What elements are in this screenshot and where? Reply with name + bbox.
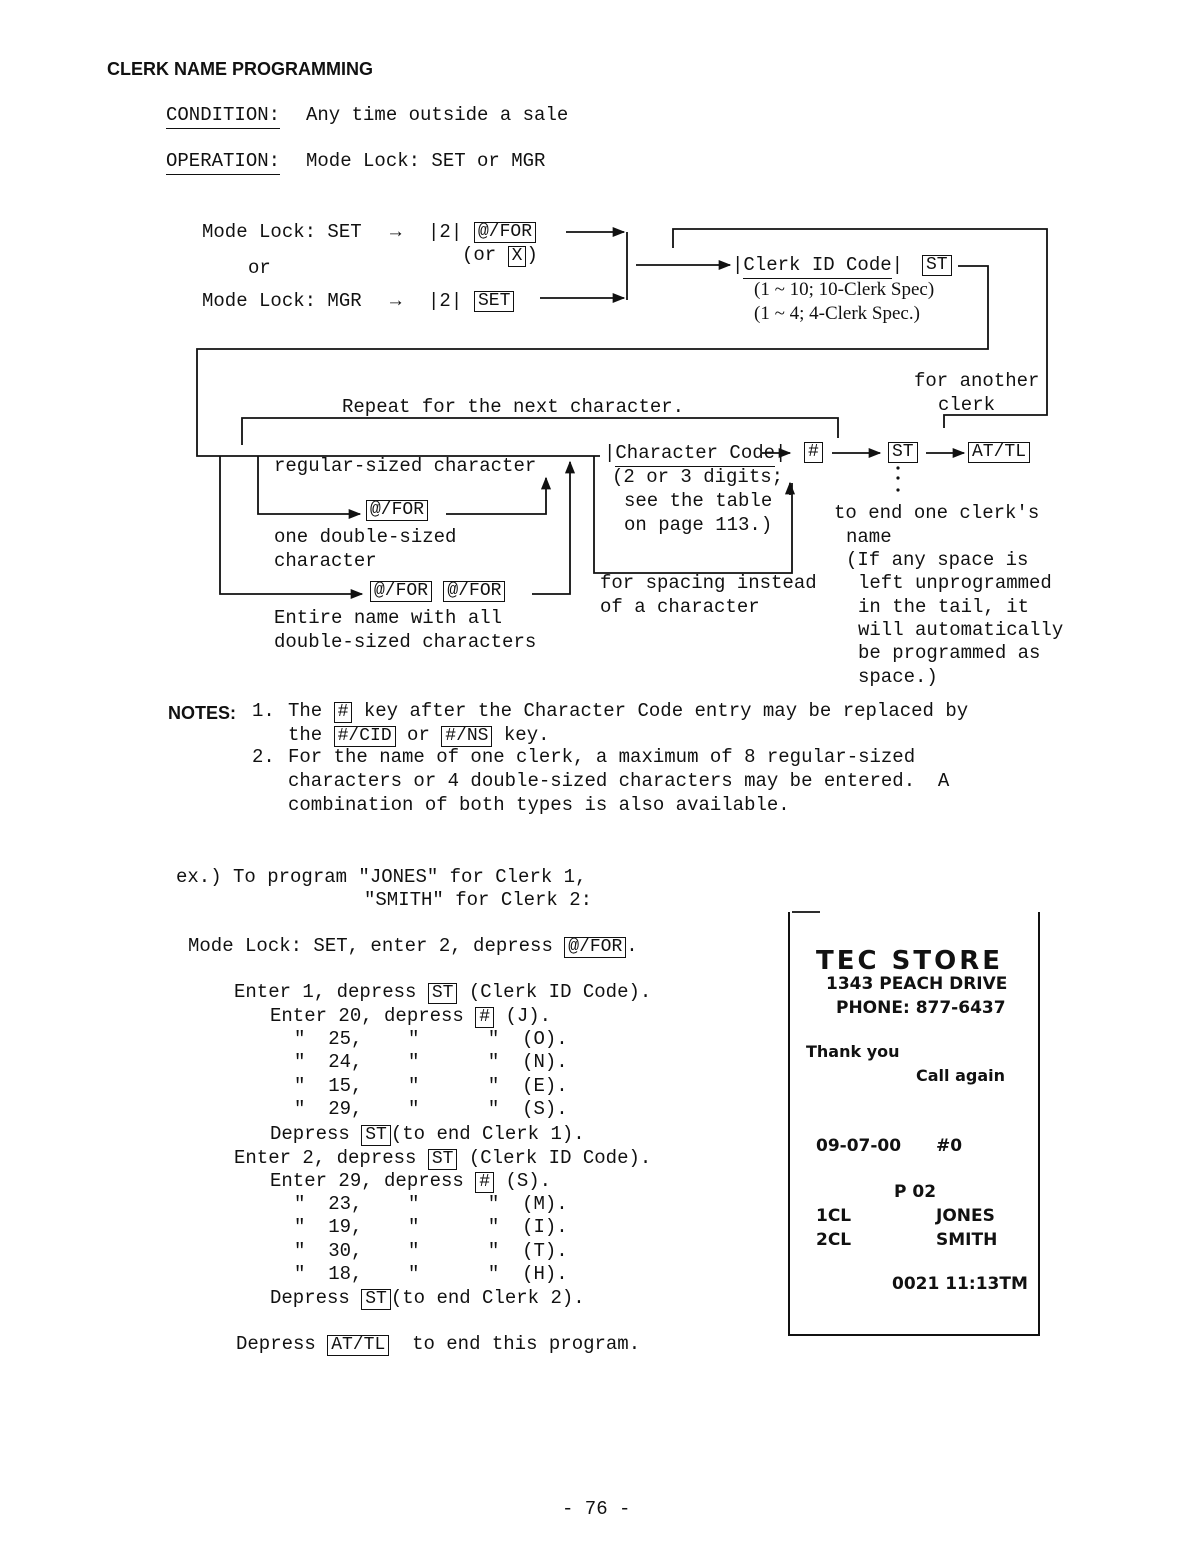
digit-two: |2| [428, 290, 463, 312]
note-2-line-3: combination of both types is also available. [288, 794, 790, 816]
regular-sized-label: regular-sized character [274, 455, 537, 477]
receipt-row1-name: JONES [936, 1206, 995, 1226]
clerk-id-code: |Clerk ID Code| [732, 256, 903, 275]
end-note-2: name [846, 526, 892, 548]
end-note-7: be programmed as [858, 642, 1041, 664]
notes-label: NOTES: [168, 703, 237, 723]
arrow-icon: → [390, 290, 402, 312]
hash-key: # [804, 442, 823, 463]
clerk1-end: Depress ST (to end Clerk 1). [270, 1123, 585, 1145]
condition-text: Any time outside a sale [306, 104, 569, 126]
at-tl-key: AT/TL [968, 442, 1030, 463]
st-key: ST [922, 255, 952, 276]
receipt-p: P 02 [894, 1182, 937, 1202]
note-1-line-2: the #/CID or #/NS key. [288, 724, 550, 746]
or-text: or [248, 257, 271, 279]
clerk1-row: Enter 20, depress # (J). [270, 1005, 552, 1027]
final-step: Depress AT/TL to end this program. [236, 1333, 641, 1355]
end-note-6: will automatically [858, 619, 1064, 641]
clerk1-row: " 25, " " (O). [294, 1028, 568, 1050]
clerk2-row: " 18, " " (H). [294, 1263, 568, 1285]
range-4-clerk: (1 ~ 4; 4-Clerk Spec.) [754, 303, 920, 324]
or-x-note: (or X ) [462, 244, 538, 266]
mode-lock-set: Mode Lock: SET [202, 221, 362, 243]
clerk2-row: Enter 29, depress # (S). [270, 1170, 552, 1192]
example-step-0: Mode Lock: SET, enter 2, depress @/FOR . [188, 935, 638, 957]
receipt-row2-id: 2CL [816, 1230, 852, 1250]
end-note-4: left unprogrammed [858, 572, 1052, 594]
set-key: SET [474, 291, 514, 312]
receipt-address: 1343 PEACH DRIVE [826, 974, 1008, 994]
digits-note-3: on page 113.) [624, 514, 773, 536]
operation-label: OPERATION: [166, 152, 280, 171]
example-intro: ex.) To program "JONES" for Clerk 1, [176, 866, 587, 888]
mode-lock-mgr: Mode Lock: MGR [202, 290, 362, 312]
receipt-footer: 0021 11:13TM [892, 1274, 1028, 1294]
note-1-number: 1. [252, 700, 275, 722]
at-for-key-pair: @/FOR @/FOR [370, 581, 505, 602]
at-for-key: @/FOR [366, 500, 428, 521]
receipt-row1-id: 1CL [816, 1206, 852, 1226]
character-code: |Character Code| [604, 444, 786, 463]
range-10-clerk: (1 ~ 10; 10-Clerk Spec) [754, 279, 935, 300]
arrow-icon: → [390, 221, 402, 243]
note-2-line-2: characters or 4 double-sized characters may be entered. A [288, 770, 950, 792]
note-1-line-1: The # key after the Character Code entry may be replaced by [288, 700, 969, 722]
clerk1-row: " 15, " " (E). [294, 1075, 568, 1097]
one-double-label: one double-sized [274, 526, 457, 548]
entire-double-label: Entire name with all [274, 607, 503, 629]
receipt-thanks: Thank you [806, 1042, 900, 1061]
example-intro-2: "SMITH" for Clerk 2: [364, 889, 593, 911]
spacing-note: for spacing instead [600, 572, 817, 594]
st-key: ST [888, 442, 918, 463]
clerk2-end: Depress ST (to end Clerk 2). [270, 1287, 585, 1309]
clerk1-start: Enter 1, depress ST (Clerk ID Code). [234, 981, 652, 1003]
receipt-store: TEC STORE [816, 946, 1003, 976]
end-note-8: space.) [858, 666, 938, 688]
clerk2-row: " 19, " " (I). [294, 1216, 568, 1238]
one-double-label-2: character [274, 550, 377, 572]
end-note: to end one clerk's [834, 502, 1040, 524]
operation-text: Mode Lock: SET or MGR [306, 150, 546, 172]
at-for-key: @/FOR [474, 222, 536, 243]
repeat-note: Repeat for the next character. [342, 396, 685, 418]
page-heading: CLERK NAME PROGRAMMING [107, 59, 373, 79]
receipt [788, 912, 1040, 1336]
clerk2-row: " 23, " " (M). [294, 1193, 568, 1215]
for-another-clerk-2: clerk [938, 394, 996, 416]
end-note-5: in the tail, it [858, 596, 1030, 618]
page-number: - 76 - [562, 1498, 631, 1520]
receipt-date: 09-07-00 [816, 1136, 902, 1156]
condition-label: CONDITION: [166, 106, 280, 125]
clerk1-row: " 24, " " (N). [294, 1051, 568, 1073]
end-note-3: (If any space is [846, 549, 1029, 571]
digit-two: |2| [428, 221, 463, 243]
receipt-call-again: Call again [916, 1066, 1005, 1085]
receipt-number: #0 [936, 1136, 963, 1156]
note-2-number: 2. [252, 746, 275, 768]
receipt-phone: PHONE: 877-6437 [836, 998, 1006, 1018]
spacing-note-2: of a character [600, 596, 760, 618]
clerk1-row: " 29, " " (S). [294, 1098, 568, 1120]
receipt-row2-name: SMITH [936, 1230, 998, 1250]
for-another-clerk: for another [914, 370, 1040, 392]
digits-note-2: see the table [624, 490, 773, 512]
digits-note: (2 or 3 digits; [612, 466, 784, 488]
clerk2-start: Enter 2, depress ST (Clerk ID Code). [234, 1147, 652, 1169]
clerk2-row: " 30, " " (T). [294, 1240, 568, 1262]
entire-double-label-2: double-sized characters [274, 631, 537, 653]
note-2-line-1: For the name of one clerk, a maximum of 8 regular-sized [288, 746, 916, 768]
